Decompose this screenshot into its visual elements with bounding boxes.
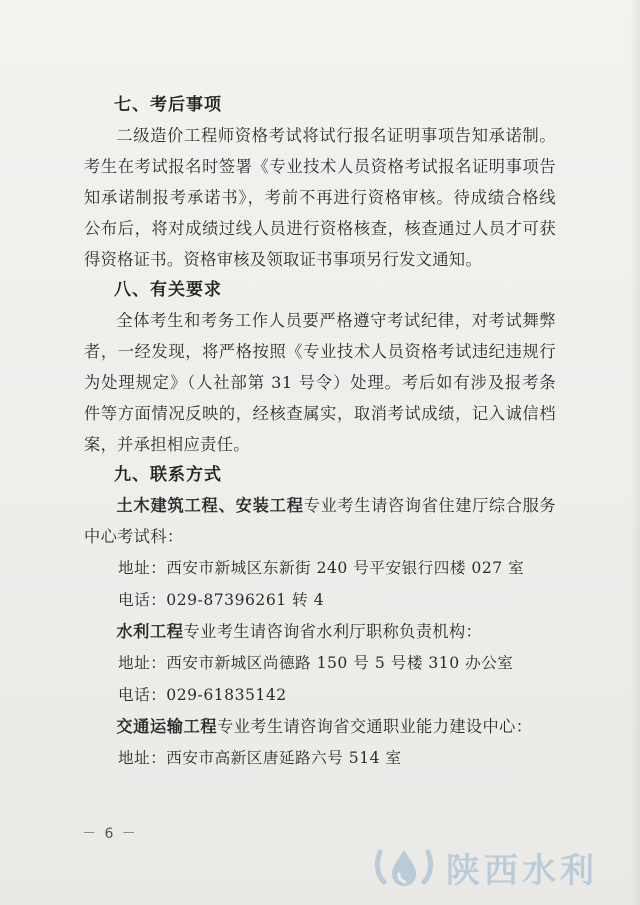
- contact-address: 地址：西安市新城区尚德路 150 号 5 号楼 310 办公室: [118, 654, 514, 672]
- section-7-heading: 七、考后事项: [114, 95, 222, 115]
- contact-intro: [84, 711, 556, 742]
- contact-intro-text: 专业考生请咨询省住建厅综合服务中心考试科：: [84, 496, 556, 546]
- watermark: [372, 843, 598, 891]
- contact-civil-install: [84, 490, 556, 616]
- page-content: [84, 90, 556, 774]
- section-9-heading: 九、联系方式: [114, 465, 222, 485]
- contact-intro: [84, 616, 556, 647]
- contact-address: 地址：西安市高新区唐延路六号 514 室: [118, 749, 402, 767]
- contact-intro-text: 专业考生请咨询省交通职业能力建设中心：: [217, 717, 533, 736]
- water-drop-logo-icon: [372, 844, 436, 890]
- contact-transport: [84, 711, 556, 774]
- section-7-body: 二级造价工程师资格考试将试行报名证明事项告知承诺制。考生在考试报名时签署《专业技术人员资格考试报名证明事项告知承诺制报考承诺书》，考前不再进行资格审核。待成绩合格线公布后，将对成绩过线人员进行资格核查，核查通过人员才可获得资格证书。资格审核及领取证书事项另行发文通知。: [84, 126, 556, 269]
- section-8-body: 全体考生和考务工作人员要严格遵守考试纪律，对考试舞弊者，一经发现，将严格按照《专业技术人员资格考试违纪违规行为处理规定》（人社部第 31 号令）处理。考后如有涉及报考条件等方面情况反映的，经核查属实，取消考试成绩，记入诚信档案，并承担相应责任。: [84, 311, 556, 454]
- contact-intro: [84, 490, 556, 552]
- contact-phone: 电话：029-87396261 转 4: [118, 591, 325, 609]
- contact-specialty: 水利工程: [116, 622, 184, 641]
- contact-water: [84, 616, 556, 711]
- page-edge-shadow: [630, 0, 640, 905]
- section-8-heading: 八、有关要求: [114, 280, 222, 300]
- contact-specialty: 交通运输工程: [116, 717, 218, 736]
- page-number: － 6 －: [82, 826, 138, 842]
- contact-phone: 电话：029-61835142: [118, 686, 287, 704]
- watermark-text: 陕西水利: [446, 850, 598, 891]
- contact-address: 地址：西安市新城区东新街 240 号平安银行四楼 027 室: [118, 559, 525, 577]
- contact-intro-text: 专业考生请咨询省水利厅职称负责机构：: [183, 622, 483, 641]
- contact-specialty: 土木建筑工程、安装工程: [116, 496, 304, 515]
